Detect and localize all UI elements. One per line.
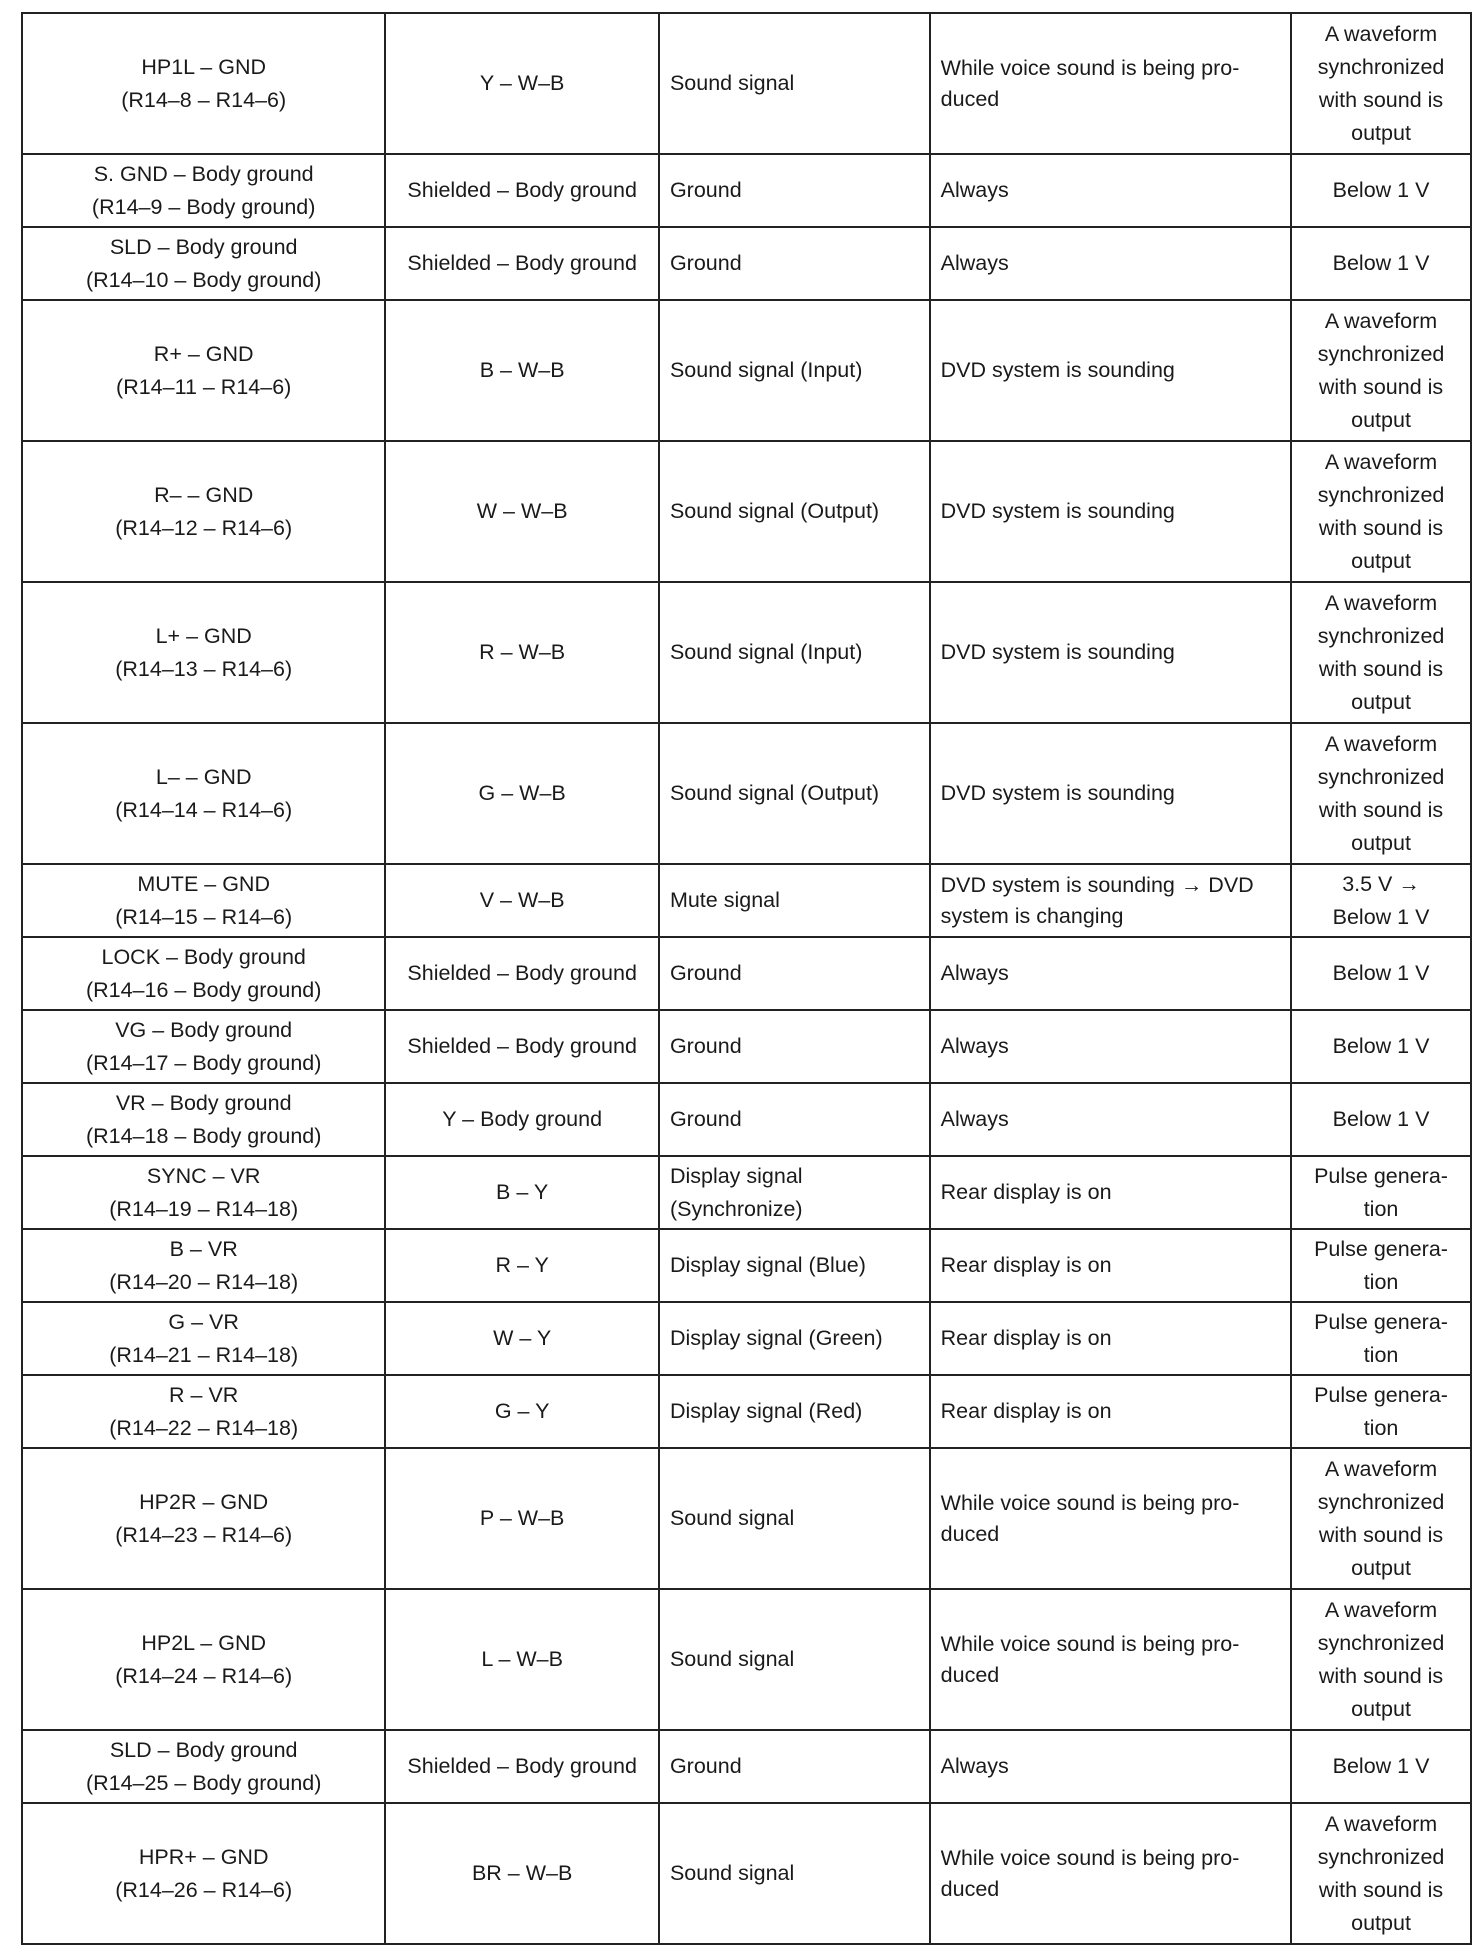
specified-condition-cell-line: synchronized	[1317, 1489, 1445, 1514]
condition-cell	[930, 1589, 1291, 1730]
table-row	[22, 864, 1471, 937]
condition-cell-line: Always	[940, 251, 1009, 275]
wiring-color-cell: Y – W–B	[385, 13, 659, 154]
terminal-cell	[22, 227, 385, 300]
description-cell-line: Sound signal (Input)	[669, 640, 863, 664]
terminal-cell-line: (R14–16 – Body ground)	[85, 977, 322, 1002]
specified-condition-cell	[1291, 13, 1471, 154]
condition-cell-line: DVD system is sounding	[940, 358, 1175, 382]
description-cell-line: Sound signal	[669, 1647, 795, 1671]
terminal-cell	[22, 1730, 385, 1803]
condition-cell	[930, 937, 1291, 1010]
condition-cell-line: Rear display is on	[940, 1180, 1112, 1204]
specified-condition-cell-line: output	[1351, 120, 1411, 145]
terminal-cell-line: (R14–22 – R14–18)	[109, 1415, 299, 1440]
condition-cell-line: DVD system is sounding	[940, 640, 1175, 664]
wiring-color-cell: W – Y	[385, 1302, 659, 1375]
specified-condition-cell-line: Pulse genera-	[1314, 1163, 1448, 1188]
description-cell-line: Sound signal (Output)	[669, 499, 880, 523]
condition-cell-line: While voice sound is being pro-	[940, 1490, 1240, 1515]
specified-condition-cell-line: synchronized	[1317, 341, 1445, 366]
specified-condition-cell	[1291, 1010, 1471, 1083]
specified-condition-cell	[1291, 1229, 1471, 1302]
description-cell-line: Sound signal (Output)	[669, 781, 880, 805]
specified-condition-cell	[1291, 300, 1471, 441]
description-cell-line: Sound signal (Input)	[669, 358, 863, 382]
terminal-cell-line: (R14–13 – R14–6)	[115, 656, 293, 681]
terminal-cell-line: (R14–9 – Body ground)	[91, 194, 316, 219]
specified-condition-cell	[1291, 1803, 1471, 1944]
terminal-cell-line: (R14–17 – Body ground)	[85, 1050, 322, 1075]
condition-cell-line: Always	[940, 1754, 1009, 1778]
specified-condition-cell-line: synchronized	[1317, 623, 1445, 648]
specified-condition-cell-line: synchronized	[1317, 482, 1445, 507]
specified-condition-cell-line: 3.5 V →	[1342, 871, 1420, 896]
condition-cell-line: DVD system is sounding → DVD	[940, 872, 1254, 897]
wiring-color-cell: B – Y	[385, 1156, 659, 1229]
specified-condition-cell	[1291, 1589, 1471, 1730]
terminal-cell-line: (R14–11 – R14–6)	[116, 374, 292, 399]
terminal-cell-line: HP2R – GND	[139, 1489, 269, 1514]
terminal-cell-line: SYNC – VR	[146, 1163, 261, 1188]
description-cell-line: Display signal (Blue)	[669, 1253, 866, 1277]
specified-condition-cell-line: output	[1351, 689, 1411, 714]
description-cell	[659, 1375, 930, 1448]
description-cell	[659, 723, 930, 864]
condition-cell-line: While voice sound is being pro-	[940, 1845, 1240, 1870]
specified-condition-cell-line: A waveform	[1324, 1456, 1438, 1481]
condition-cell	[930, 300, 1291, 441]
condition-cell-line: Always	[940, 1034, 1009, 1058]
table-row	[22, 1083, 1471, 1156]
table-row	[22, 937, 1471, 1010]
terminal-cell-line: (R14–21 – R14–18)	[109, 1342, 299, 1367]
terminal-cell-line: R – VR	[169, 1382, 239, 1407]
specified-condition-cell-line: output	[1351, 1696, 1411, 1721]
table-row	[22, 441, 1471, 582]
condition-cell-line: Always	[940, 961, 1009, 985]
description-cell-line: Ground	[669, 1034, 742, 1058]
specified-condition-cell	[1291, 441, 1471, 582]
terminal-cell-line: (R14–10 – Body ground)	[85, 267, 322, 292]
specified-condition-cell-line: with sound is	[1318, 797, 1444, 822]
condition-cell-line: duced	[940, 1662, 1000, 1687]
condition-cell-line: DVD system is sounding	[940, 781, 1175, 805]
wiring-color-cell: BR – W–B	[385, 1803, 659, 1944]
condition-cell	[930, 723, 1291, 864]
condition-cell-line: system is changing	[940, 903, 1124, 928]
terminal-cell	[22, 1229, 385, 1302]
table-row	[22, 227, 1471, 300]
condition-cell	[930, 154, 1291, 227]
terminal-cell-line: (R14–23 – R14–6)	[115, 1522, 293, 1547]
specified-condition-cell	[1291, 1730, 1471, 1803]
description-cell-line: Ground	[669, 251, 742, 275]
terminal-cell-line: (R14–20 – R14–18)	[109, 1269, 299, 1294]
terminal-cell-line: VR – Body ground	[115, 1090, 292, 1115]
condition-cell	[930, 1010, 1291, 1083]
table-row	[22, 154, 1471, 227]
terminal-cell-line: VG – Body ground	[115, 1017, 293, 1042]
condition-cell	[930, 864, 1291, 937]
condition-cell-line: While voice sound is being pro-	[940, 55, 1240, 80]
specified-condition-cell-line: synchronized	[1317, 764, 1445, 789]
condition-cell-line: While voice sound is being pro-	[940, 1631, 1240, 1656]
wiring-color-cell: Shielded – Body ground	[385, 154, 659, 227]
description-cell	[659, 1083, 930, 1156]
specified-condition-cell-line: with sound is	[1318, 656, 1444, 681]
terminal-cell-line: B – VR	[169, 1236, 238, 1261]
table-row	[22, 13, 1471, 154]
specified-condition-cell-line: output	[1351, 548, 1411, 573]
specified-condition-cell-line: tion	[1363, 1342, 1399, 1367]
wiring-color-cell: Y – Body ground	[385, 1083, 659, 1156]
wiring-color-cell: L – W–B	[385, 1589, 659, 1730]
specified-condition-cell-line: with sound is	[1318, 87, 1444, 112]
condition-cell	[930, 227, 1291, 300]
specified-condition-cell-line: Pulse genera-	[1314, 1382, 1448, 1407]
terminal-cell-line: L+ – GND	[155, 623, 252, 648]
terminal-cell-line: G – VR	[168, 1309, 239, 1334]
table-row	[22, 300, 1471, 441]
description-cell	[659, 582, 930, 723]
condition-cell	[930, 582, 1291, 723]
specified-condition-cell	[1291, 154, 1471, 227]
terminal-cell	[22, 13, 385, 154]
specified-condition-cell	[1291, 227, 1471, 300]
terminal-cell-line: SLD – Body ground	[109, 234, 298, 259]
wiring-color-cell: V – W–B	[385, 864, 659, 937]
table-row	[22, 1375, 1471, 1448]
terminal-cell-line: R– – GND	[154, 482, 254, 507]
description-cell-line: Sound signal	[669, 71, 795, 95]
specified-condition-cell	[1291, 1083, 1471, 1156]
specified-condition-cell-line: with sound is	[1318, 1522, 1444, 1547]
wiring-color-cell: R – Y	[385, 1229, 659, 1302]
specified-condition-cell-line: synchronized	[1317, 1844, 1445, 1869]
wiring-color-cell: G – W–B	[385, 723, 659, 864]
specified-condition-cell-line: tion	[1363, 1415, 1399, 1440]
specified-condition-cell	[1291, 937, 1471, 1010]
terminal-cell-line: (R14–26 – R14–6)	[115, 1877, 293, 1902]
wiring-color-cell: B – W–B	[385, 300, 659, 441]
table-row	[22, 1589, 1471, 1730]
specified-condition-cell-line: with sound is	[1318, 374, 1444, 399]
terminal-cell	[22, 1010, 385, 1083]
description-cell-line: Ground	[669, 1754, 742, 1778]
table-row	[22, 1803, 1471, 1944]
terminal-cell	[22, 1156, 385, 1229]
description-cell-line: Ground	[669, 961, 742, 985]
description-cell	[659, 1156, 930, 1229]
terminal-cell-line: R+ – GND	[153, 341, 254, 366]
description-cell	[659, 13, 930, 154]
condition-cell-line: Rear display is on	[940, 1326, 1112, 1350]
terminal-cell-line: L– – GND	[155, 764, 252, 789]
terminal-cell-line: (R14–19 – R14–18)	[109, 1196, 299, 1221]
description-cell	[659, 154, 930, 227]
description-cell-line: Display signal	[669, 1163, 803, 1188]
condition-cell	[930, 1229, 1291, 1302]
table-row	[22, 1156, 1471, 1229]
terminal-cell-line: LOCK – Body ground	[101, 944, 306, 969]
specified-condition-cell-line: A waveform	[1324, 449, 1438, 474]
condition-cell-line: Rear display is on	[940, 1399, 1112, 1423]
specified-condition-cell-line: Below 1 V	[1332, 904, 1430, 929]
wiring-color-cell: Shielded – Body ground	[385, 1010, 659, 1083]
terminal-cell-line: (R14–12 – R14–6)	[115, 515, 293, 540]
specified-condition-cell-line: with sound is	[1318, 1663, 1444, 1688]
specified-condition-cell	[1291, 1156, 1471, 1229]
wiring-color-cell: P – W–B	[385, 1448, 659, 1589]
description-cell-line: Ground	[669, 178, 742, 202]
terminal-cell	[22, 937, 385, 1010]
terminal-cell-line: (R14–15 – R14–6)	[115, 904, 293, 929]
specified-condition-cell-line: synchronized	[1317, 1630, 1445, 1655]
condition-cell	[930, 441, 1291, 582]
table-row	[22, 1010, 1471, 1083]
specified-condition-cell-line: A waveform	[1324, 21, 1438, 46]
condition-cell	[930, 1156, 1291, 1229]
specified-condition-cell-line: output	[1351, 830, 1411, 855]
description-cell	[659, 300, 930, 441]
description-cell	[659, 227, 930, 300]
description-cell-line: Display signal (Red)	[669, 1399, 863, 1423]
specified-condition-cell-line: output	[1351, 407, 1411, 432]
condition-cell-line: DVD system is sounding	[940, 499, 1175, 523]
description-cell	[659, 1589, 930, 1730]
description-cell	[659, 1302, 930, 1375]
specified-condition-cell	[1291, 1302, 1471, 1375]
terminal-spec-table	[21, 12, 1472, 1945]
terminal-cell	[22, 582, 385, 723]
terminal-cell	[22, 1302, 385, 1375]
description-cell	[659, 1803, 930, 1944]
specified-condition-cell	[1291, 1375, 1471, 1448]
specified-condition-cell-line: Below 1 V	[1332, 178, 1430, 202]
terminal-cell	[22, 1083, 385, 1156]
description-cell	[659, 1229, 930, 1302]
specified-condition-cell-line: Below 1 V	[1332, 251, 1430, 275]
condition-cell	[930, 1375, 1291, 1448]
specified-condition-cell-line: tion	[1363, 1196, 1399, 1221]
specified-condition-cell-line: Below 1 V	[1332, 961, 1430, 985]
terminal-cell	[22, 1589, 385, 1730]
specified-condition-cell-line: A waveform	[1324, 1597, 1438, 1622]
terminal-cell	[22, 1803, 385, 1944]
table-row	[22, 1730, 1471, 1803]
terminal-cell	[22, 1448, 385, 1589]
terminal-cell-line: (R14–18 – Body ground)	[85, 1123, 322, 1148]
condition-cell	[930, 1730, 1291, 1803]
condition-cell-line: Rear display is on	[940, 1253, 1112, 1277]
terminal-cell	[22, 864, 385, 937]
condition-cell	[930, 1803, 1291, 1944]
terminal-cell-line: S. GND – Body ground	[93, 161, 314, 186]
specified-condition-cell	[1291, 1448, 1471, 1589]
wiring-color-cell: Shielded – Body ground	[385, 937, 659, 1010]
specified-condition-cell-line: output	[1351, 1910, 1411, 1935]
specified-condition-cell-line: tion	[1363, 1269, 1399, 1294]
terminal-cell	[22, 723, 385, 864]
terminal-cell-line: (R14–14 – R14–6)	[115, 797, 293, 822]
condition-cell	[930, 1448, 1291, 1589]
condition-cell	[930, 1083, 1291, 1156]
description-cell-line: Mute signal	[669, 888, 780, 912]
specified-condition-cell-line: Below 1 V	[1332, 1034, 1430, 1058]
wiring-color-cell: W – W–B	[385, 441, 659, 582]
terminal-cell	[22, 1375, 385, 1448]
wiring-color-cell: R – W–B	[385, 582, 659, 723]
description-cell-line: Display signal (Green)	[669, 1326, 883, 1350]
specified-condition-cell-line: Pulse genera-	[1314, 1236, 1448, 1261]
terminal-cell-line: (R14–24 – R14–6)	[115, 1663, 293, 1688]
condition-cell-line: Always	[940, 1107, 1009, 1131]
specified-condition-cell-line: with sound is	[1318, 515, 1444, 540]
specified-condition-cell-line: Below 1 V	[1332, 1107, 1430, 1131]
specified-condition-cell-line: output	[1351, 1555, 1411, 1580]
terminal-cell-line: MUTE – GND	[137, 871, 270, 896]
condition-cell-line: duced	[940, 1521, 1000, 1546]
wiring-color-cell: Shielded – Body ground	[385, 227, 659, 300]
specified-condition-cell-line: Pulse genera-	[1314, 1309, 1448, 1334]
table-row	[22, 582, 1471, 723]
specified-condition-cell-line: Below 1 V	[1332, 1754, 1430, 1778]
condition-cell-line: duced	[940, 1876, 1000, 1901]
description-cell	[659, 937, 930, 1010]
terminal-cell-line: HP1L – GND	[141, 54, 267, 79]
table-row	[22, 1448, 1471, 1589]
description-cell	[659, 441, 930, 582]
specified-condition-cell-line: A waveform	[1324, 731, 1438, 756]
specified-condition-cell-line: A waveform	[1324, 308, 1438, 333]
table-row	[22, 1302, 1471, 1375]
specified-condition-cell	[1291, 864, 1471, 937]
terminal-cell-line: SLD – Body ground	[109, 1737, 298, 1762]
specified-condition-cell	[1291, 723, 1471, 864]
specified-condition-cell	[1291, 582, 1471, 723]
description-cell-line: Ground	[669, 1107, 742, 1131]
description-cell-line: (Synchronize)	[669, 1196, 803, 1221]
condition-cell-line: duced	[940, 86, 1000, 111]
description-cell	[659, 1010, 930, 1083]
specified-condition-cell-line: A waveform	[1324, 590, 1438, 615]
terminal-cell-line: (R14–25 – Body ground)	[85, 1770, 322, 1795]
specified-condition-cell-line: A waveform	[1324, 1811, 1438, 1836]
description-cell-line: Sound signal	[669, 1861, 795, 1885]
description-cell	[659, 1448, 930, 1589]
terminal-cell	[22, 154, 385, 227]
terminal-cell	[22, 441, 385, 582]
description-cell-line: Sound signal	[669, 1506, 795, 1530]
table-row	[22, 1229, 1471, 1302]
specified-condition-cell-line: with sound is	[1318, 1877, 1444, 1902]
wiring-color-cell: Shielded – Body ground	[385, 1730, 659, 1803]
terminal-cell-line: (R14–8 – R14–6)	[121, 87, 287, 112]
table-row	[22, 723, 1471, 864]
condition-cell	[930, 1302, 1291, 1375]
condition-cell-line: Always	[940, 178, 1009, 202]
condition-cell	[930, 13, 1291, 154]
terminal-cell-line: HPR+ – GND	[138, 1844, 269, 1869]
description-cell	[659, 1730, 930, 1803]
specified-condition-cell-line: synchronized	[1317, 54, 1445, 79]
table-body	[22, 13, 1471, 1944]
terminal-cell	[22, 300, 385, 441]
wiring-color-cell: G – Y	[385, 1375, 659, 1448]
description-cell	[659, 864, 930, 937]
terminal-cell-line: HP2L – GND	[141, 1630, 267, 1655]
